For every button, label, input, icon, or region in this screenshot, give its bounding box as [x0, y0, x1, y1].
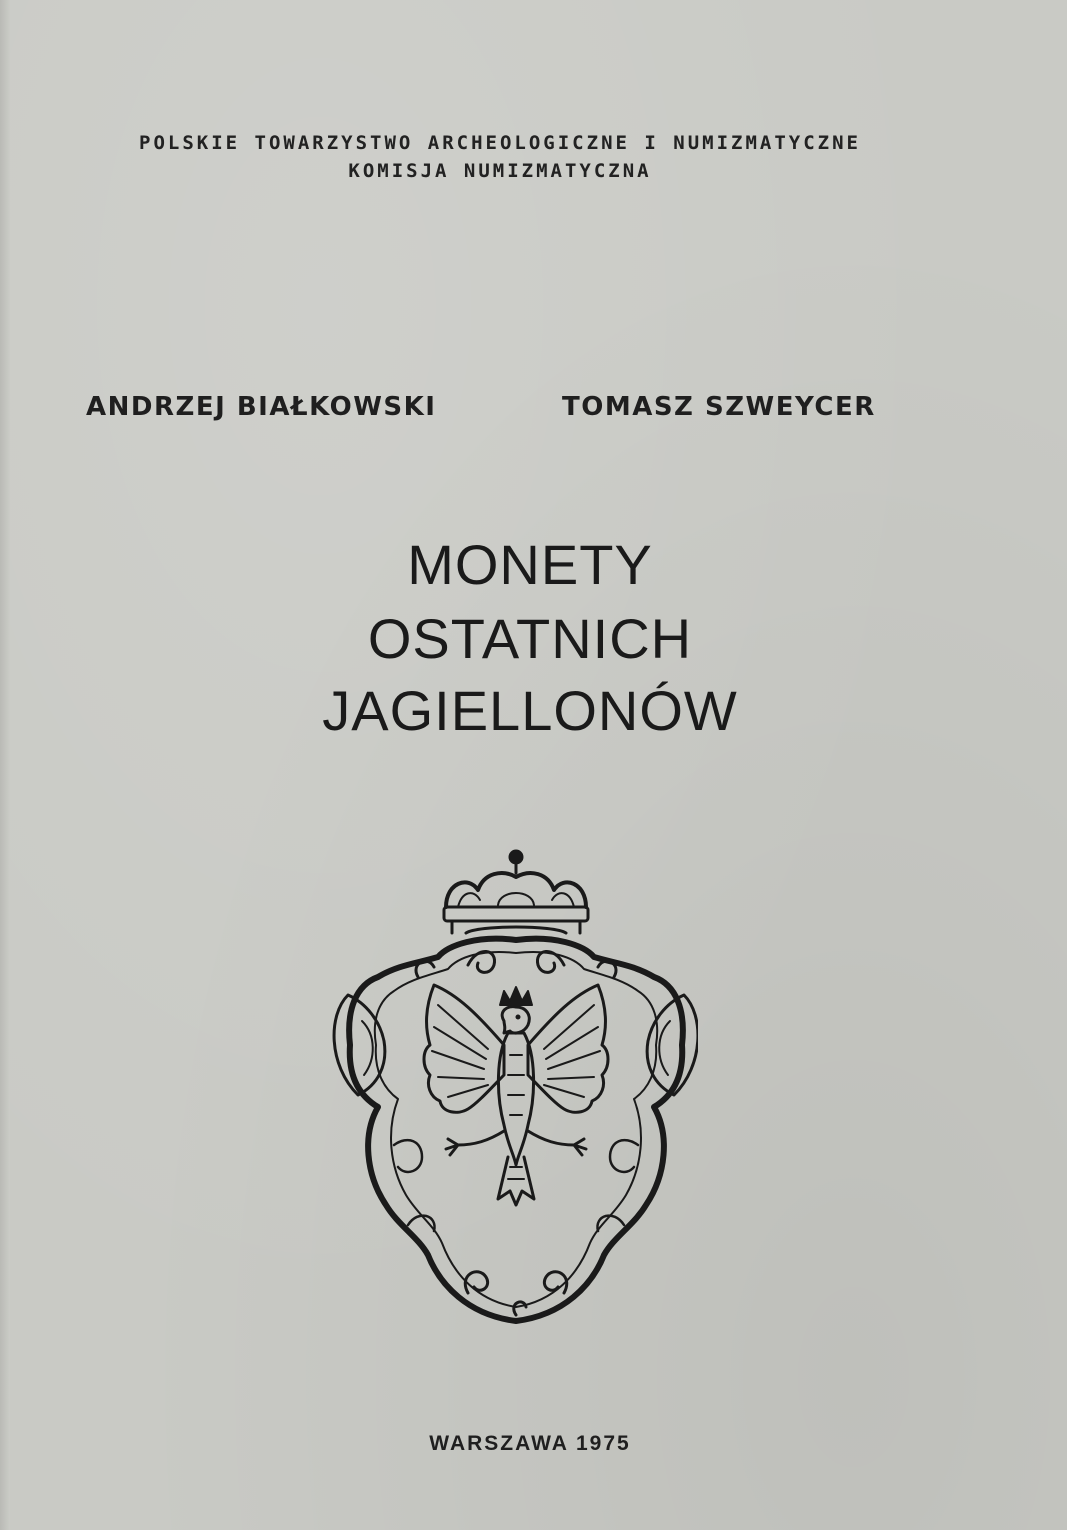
author-first: ANDRZEJ BIAŁKOWSKI: [86, 392, 437, 422]
cover-edge: [0, 0, 10, 1530]
imprint-place-year: WARSZAWA 1975: [429, 1432, 631, 1455]
book-title-line-3: JAGIELLONÓW: [322, 679, 738, 742]
crown-icon: [444, 850, 588, 933]
publisher-name: POLSKIE TOWARZYSTWO ARCHEOLOGICZNE I NUMIZMATYCZNE: [139, 132, 861, 154]
publisher-commission: KOMISJA NUMIZMATYCZNA: [348, 160, 652, 182]
author-second: TOMASZ SZWEYCER: [562, 392, 876, 422]
book-title-line-2: OSTATNICH: [367, 607, 693, 670]
book-title-line-1: MONETY: [407, 533, 653, 596]
crowned-eagle-coat-of-arms-icon: [318, 845, 698, 1335]
